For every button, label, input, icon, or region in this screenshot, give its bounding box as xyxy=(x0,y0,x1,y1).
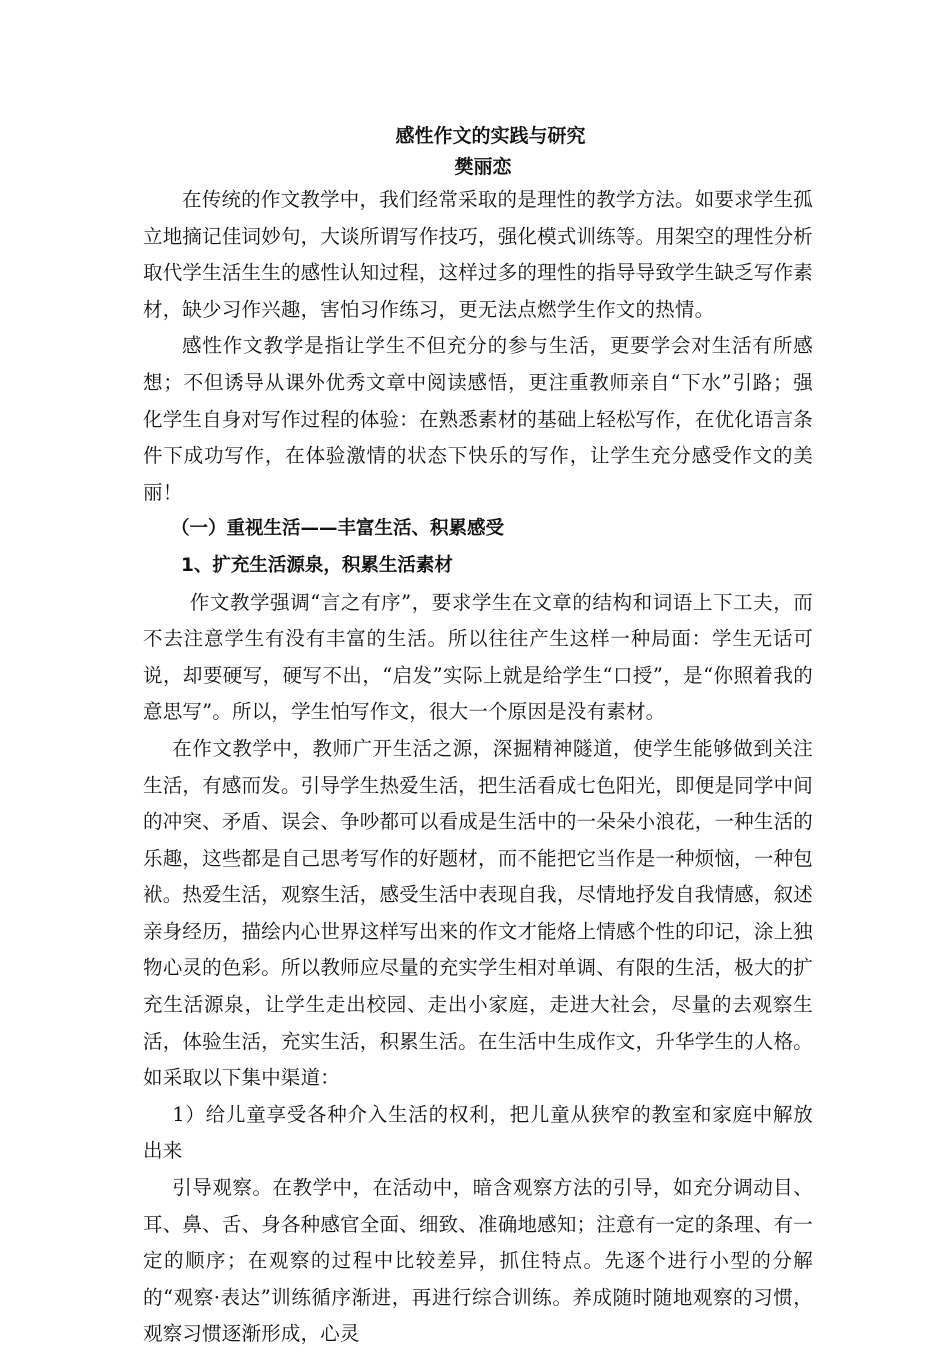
paragraph-intro-1: 在传统的作文教学中，我们经常采取的是理性的教学方法。如要求学生孤立地摘记佳词妙句，大谈所谓写作技巧，强化模式训练等。用架空的理性分析取代学生活生生的感性认知过程，这样过多的理性的指导导致学生缺乏写作素材，缺少习作兴趣，害怕习作练习，更无法点燃学生作文的热情。 xyxy=(143,188,813,321)
paragraph-body-2: 在作文教学中，教师广开生活之源，深掘精神隧道，使学生能够做到关注生活，有感而发。引导学生热爱生活，把生活看成七色阳光，即便是同学中间的冲突、矛盾、误会、争吵都可以看成是生活中的一朵朵小浪花，一种生活的乐趣，这些都是自己思考写作的好题材，而不能把它当作是一种烦恼，一种包袱。热爱生活，观察生活，感受生活中表现自我，尽情地抒发自我情感，叙述亲身经历，描绘内心世界这样写出来的作文才能烙上情感个性的印记，涂上独物心灵的色彩。所以教师应尽量的充实学生相对单调、有限的生活，极大的扩充生活源泉，让学生走出校园、走出小家庭，走进大社会，尽量的去观察生活，体验生活，充实生活，积累生活。在生活中生成作文，升华学生的人格。如采取以下集中渠道： xyxy=(143,736,813,1090)
section-heading: （一）重视生活——丰富生活、积累感受 xyxy=(171,518,505,540)
paragraph-list-item-1: 1）给儿童享受各种介入生活的权利，把儿童从狭窄的教室和家庭中解放出来 xyxy=(143,1102,813,1163)
document-author: 樊丽恋 xyxy=(454,156,512,178)
document-page xyxy=(143,120,813,1353)
paragraph-body-1: 作文教学强调“言之有序”，要求学生在文章的结构和词语上下工夫，而不去注意学生有没有丰富的生活。所以往往产生这样一种局面：学生无话可说，却要硬写，硬写不出，“启发”实际上就是给学生“口授”，是“你照着我的意思写”。所以，学生怕写作文，很大一个原因是没有素材。 xyxy=(143,590,813,724)
subsection-heading: 1、扩充生活源泉，积累生活素材 xyxy=(181,554,453,576)
paragraph-intro-2: 感性作文教学是指让学生不但充分的参与生活，更要学会对生活有所感想；不但诱导从课外优秀文章中阅读感悟，更注重教师亲自“下水”引路；强化学生自身对写作过程的体验：在熟悉素材的基础上轻松写作，在优化语言条件下成功写作，在体验激情的状态下快乐的写作，让学生充分感受作文的美丽！ xyxy=(143,334,813,504)
document-title: 感性作文的实践与研究 xyxy=(395,125,586,147)
paragraph-body-3: 引导观察。在教学中，在活动中，暗含观察方法的引导，如充分调动目、耳、鼻、舌、身各种感官全面、细致、准确地感知；注意有一定的条理、有一定的顺序；在观察的过程中比较差异，抓住特点。先逐个进行小型的分解的“观察·表达”训练循序渐进，再进行综合训练。养成随时随地观察的习惯，观察习惯逐渐形成，心灵 xyxy=(143,1176,813,1346)
